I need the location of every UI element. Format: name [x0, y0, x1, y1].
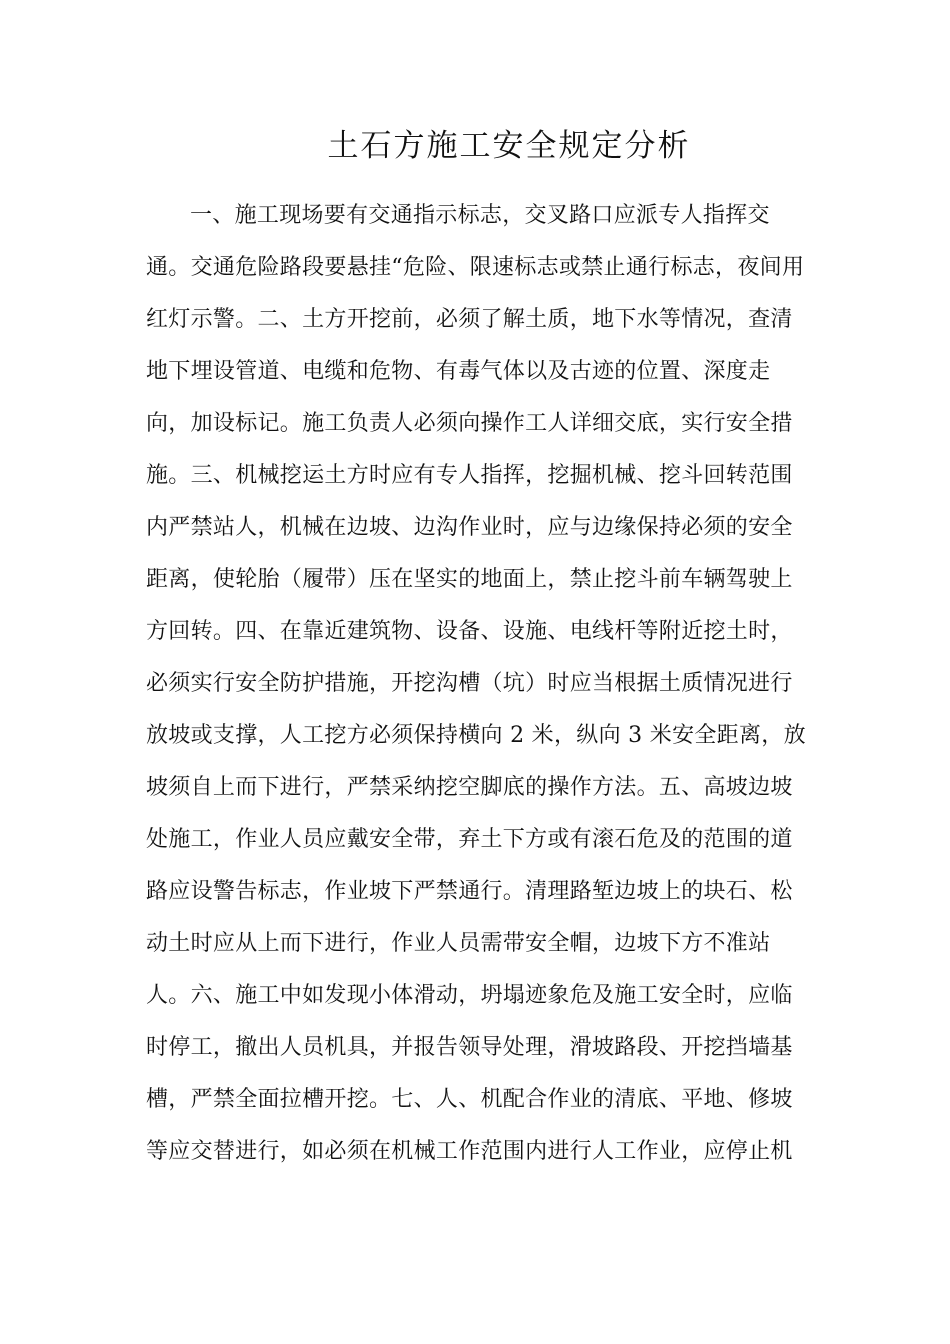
body-line: 施。三、机械挖运土方时应有专人指挥，挖掘机械、挖斗回转范围 [146, 463, 793, 488]
body-line: 处施工，作业人员应戴安全带，弃土下方或有滚石危及的范围的道 [146, 827, 793, 852]
body-line: 方回转。四、在靠近建筑物、设备、设施、电线杆等附近挖土时， [146, 619, 793, 644]
document-title: 土石方施工安全规定分析 [327, 128, 691, 164]
body-line: 必须实行安全防护措施，开挖沟槽（坑）时应当根据土质情况进行 [146, 671, 793, 696]
body-line: 时停工，撤出人员机具，并报告领导处理，滑坡路段、开挖挡墙基 [146, 1035, 793, 1060]
body-line: 放坡或支撑，人工挖方必须保持横向 2 米，纵向 3 米安全距离，放 [146, 723, 806, 748]
body-line: 通。交通危险路段要悬挂“危险、限速标志或禁止通行标志，夜间用 [146, 255, 805, 280]
body-line: 路应设警告标志，作业坡下严禁通行。清理路堑边坡上的块石、松 [146, 879, 793, 904]
body-line: 一、施工现场要有交通指示标志，交叉路口应派专人指挥交 [190, 203, 770, 228]
body-line: 动土时应从上而下进行，作业人员需带安全帽，边坡下方不准站 [146, 931, 771, 956]
document-body [146, 190, 806, 1178]
body-line: 内严禁站人，机械在边坡、边沟作业时，应与边缘保持必须的安全 [146, 515, 793, 540]
body-line: 向，加设标记。施工负责人必须向操作工人详细交底，实行安全措 [146, 411, 793, 436]
body-line: 红灯示警。二、土方开挖前，必须了解土质，地下水等情况，查清 [146, 307, 793, 332]
body-line: 地下埋设管道、电缆和危物、有毒气体以及古迹的位置、深度走 [146, 359, 771, 384]
body-line: 坡须自上而下进行，严禁采纳挖空脚底的操作方法。五、高坡边坡 [146, 775, 793, 800]
body-line: 槽，严禁全面拉槽开挖。七、人、机配合作业的清底、平地、修坡 [146, 1087, 793, 1112]
body-line: 等应交替进行，如必须在机械工作范围内进行人工作业，应停止机 [146, 1139, 793, 1164]
body-line: 距离，使轮胎（履带）压在坚实的地面上，禁止挖斗前车辆驾驶上 [146, 567, 793, 592]
body-line: 人。六、施工中如发现小体滑动，坍塌迹象危及施工安全时，应临 [146, 983, 793, 1008]
